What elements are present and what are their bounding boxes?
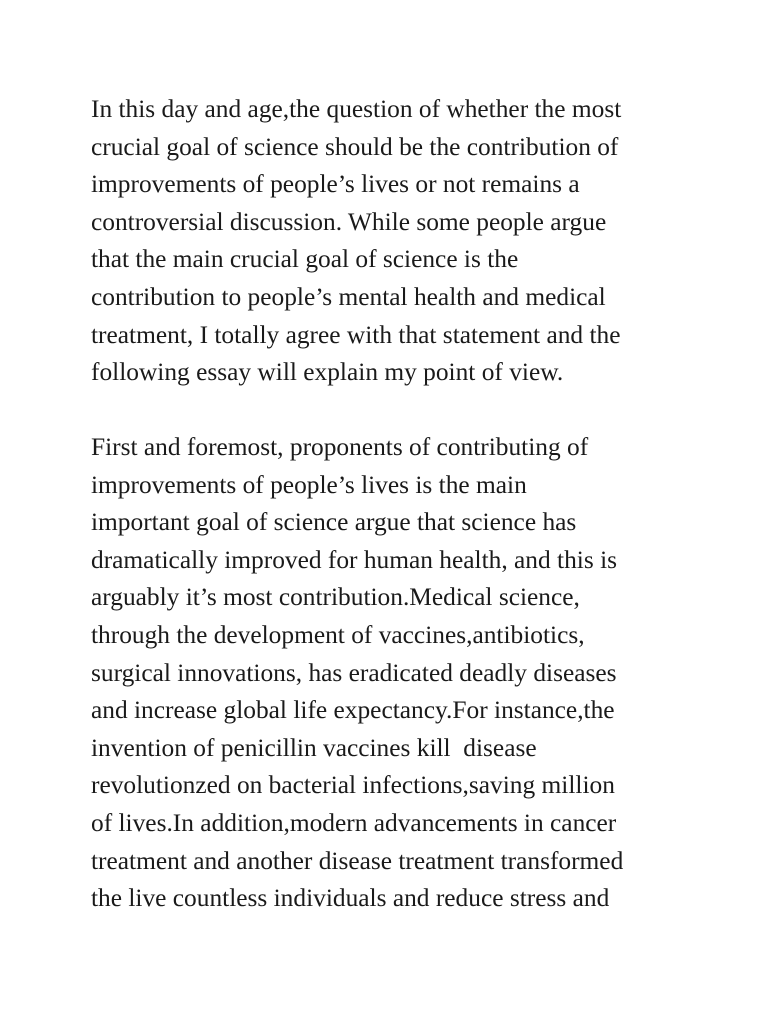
text-line: surgical innovations, has eradicated deadly diseases — [91, 658, 617, 687]
text-line: controversial discussion. While some people argue — [91, 207, 607, 236]
paragraph-body — [91, 429, 691, 918]
text-line: revolutionzed on bacterial infections,saving million — [91, 771, 615, 800]
text-line: of lives.In addition,modern advancements in cancer — [91, 808, 617, 837]
text-line: through the development of vaccines,antibiotics, — [91, 620, 585, 649]
text-line: improvements of people’s lives is the main — [91, 470, 527, 499]
text-line: crucial goal of science should be the contribution of — [91, 132, 619, 161]
text-line: invention of penicillin vaccines kill disease — [91, 733, 537, 762]
paragraph-introduction — [91, 91, 691, 392]
text-line: the live countless individuals and reduce stress and — [91, 884, 610, 913]
text-line: dramatically improved for human health, and this is — [91, 545, 618, 574]
text-line: that the main crucial goal of science is the — [91, 245, 519, 274]
text-line: and increase global life expectancy.For instance,the — [91, 696, 615, 725]
text-line: contribution to people’s mental health and medical — [91, 282, 606, 311]
text-line: treatment, I totally agree with that statement and the — [91, 320, 621, 349]
text-line: important goal of science argue that science has — [91, 508, 577, 537]
text-line: In this day and age,the question of whether the most — [91, 95, 622, 123]
text-line: treatment and another disease treatment transformed — [91, 846, 624, 875]
text-line: arguably it’s most contribution.Medical science, — [91, 583, 580, 612]
text-line: improvements of people’s lives or not remains a — [91, 170, 580, 199]
text-line: First and foremost, proponents of contributing of — [91, 433, 589, 461]
text-line: following essay will explain my point of view. — [91, 358, 564, 387]
